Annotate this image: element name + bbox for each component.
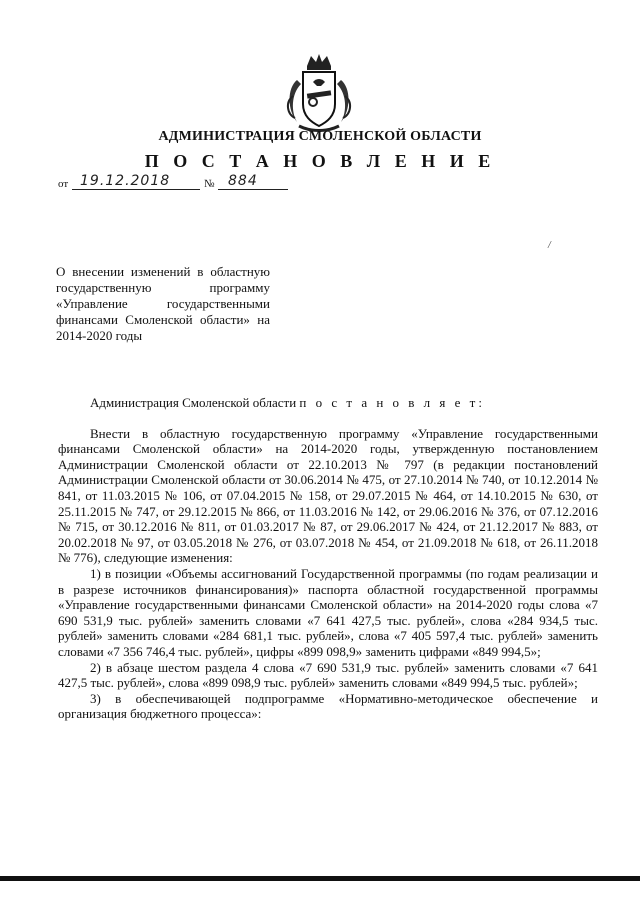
preamble (58, 395, 598, 411)
paragraph-item-1: 1) в позиции «Объемы ассигнований Государственной программы (по годам реализации и в разрезе источников финансирования)» паспорта областной государственной программы «Управление государственными финансами Смоленской области» на 2014-2020 годы слова «7 690 531,9 тыс. рублей» заменить словами «7 641 427,5 тыс. рублей», слова «284 934,5 тыс. рублей» заменить словами «284 681,1 тыс. рублей», слова «7 405 597,4 тыс. рублей» заменить словами «7 356 746,4 тыс. рублей», цифры «899 098,9» заменить цифрами «849 994,5»; (58, 565, 598, 659)
subject-heading: О внесении изменений в областную государственную программу «Управление государственными финансами Смоленской области» на 2014-2020 годы (56, 264, 270, 343)
date-underline (72, 189, 200, 190)
paragraph-main: Внести в областную государственную программу «Управление государственными финансами Смоленской области» на 2014-2020 годы, утвержденную постановлением Администрации Смоленской области от 22.10.2013 № 797 (в редакции постановлений Администрации Смоленской области от 30.06.2014 № 475, от 27.10.2014 № 740, от 10.12.2014 № 841, от 11.03.2015 № 106, от 07.04.2015 № 158, от 29.07.2015 № 464, от 14.10.2015 № 630, от 25.11.2015 № 747, от 29.12.2015 № 866, от 11.03.2016 № 142, от 29.06.2016 № 376, от 07.12.2016 № 715, от 30.12.2016 № 811, от 01.03.2017 № 87, от 29.06.2017 № 424, от 21.12.2017 № 883, от 20.02.2018 № 97, от 03.05.2018 № 276, от 03.07.2018 № 454, от 21.09.2018 № 618, от 26.11.2018 № 776), следующие изменения: (58, 425, 598, 566)
preamble-text: Администрация Смоленской области (90, 395, 300, 410)
date-handwritten: 19.12.2018 (80, 173, 171, 189)
number-label: № (204, 178, 215, 190)
coat-of-arms-emblem (283, 52, 355, 134)
document-type-title: П О С Т А Н О В Л Е Н И Е (144, 151, 496, 171)
date-number-line (58, 172, 288, 194)
number-underline (218, 189, 288, 190)
preamble-verb: п о с т а н о в л я е т: (299, 395, 485, 410)
scan-bottom-edge (0, 876, 640, 881)
date-label: от (58, 178, 69, 190)
organization-name: АДМИНИСТРАЦИЯ СМОЛЕНСКОЙ ОБЛАСТИ (158, 129, 482, 144)
document-body (58, 395, 598, 722)
paragraph-item-3: 3) в обеспечивающей подпрограмме «Нормативно-методическое обеспечение и организация бюджетного процесса»: (58, 690, 598, 722)
margin-mark: / (548, 240, 551, 251)
paragraph-item-2: 2) в абзаце шестом раздела 4 слова «7 690 531,9 тыс. рублей» заменить словами «7 641 427,5 тыс. рублей», слова «899 098,9 тыс. рублей» заменить словами «849 994,5 тыс. рублей»; (58, 659, 598, 691)
number-handwritten: 884 (228, 173, 258, 189)
